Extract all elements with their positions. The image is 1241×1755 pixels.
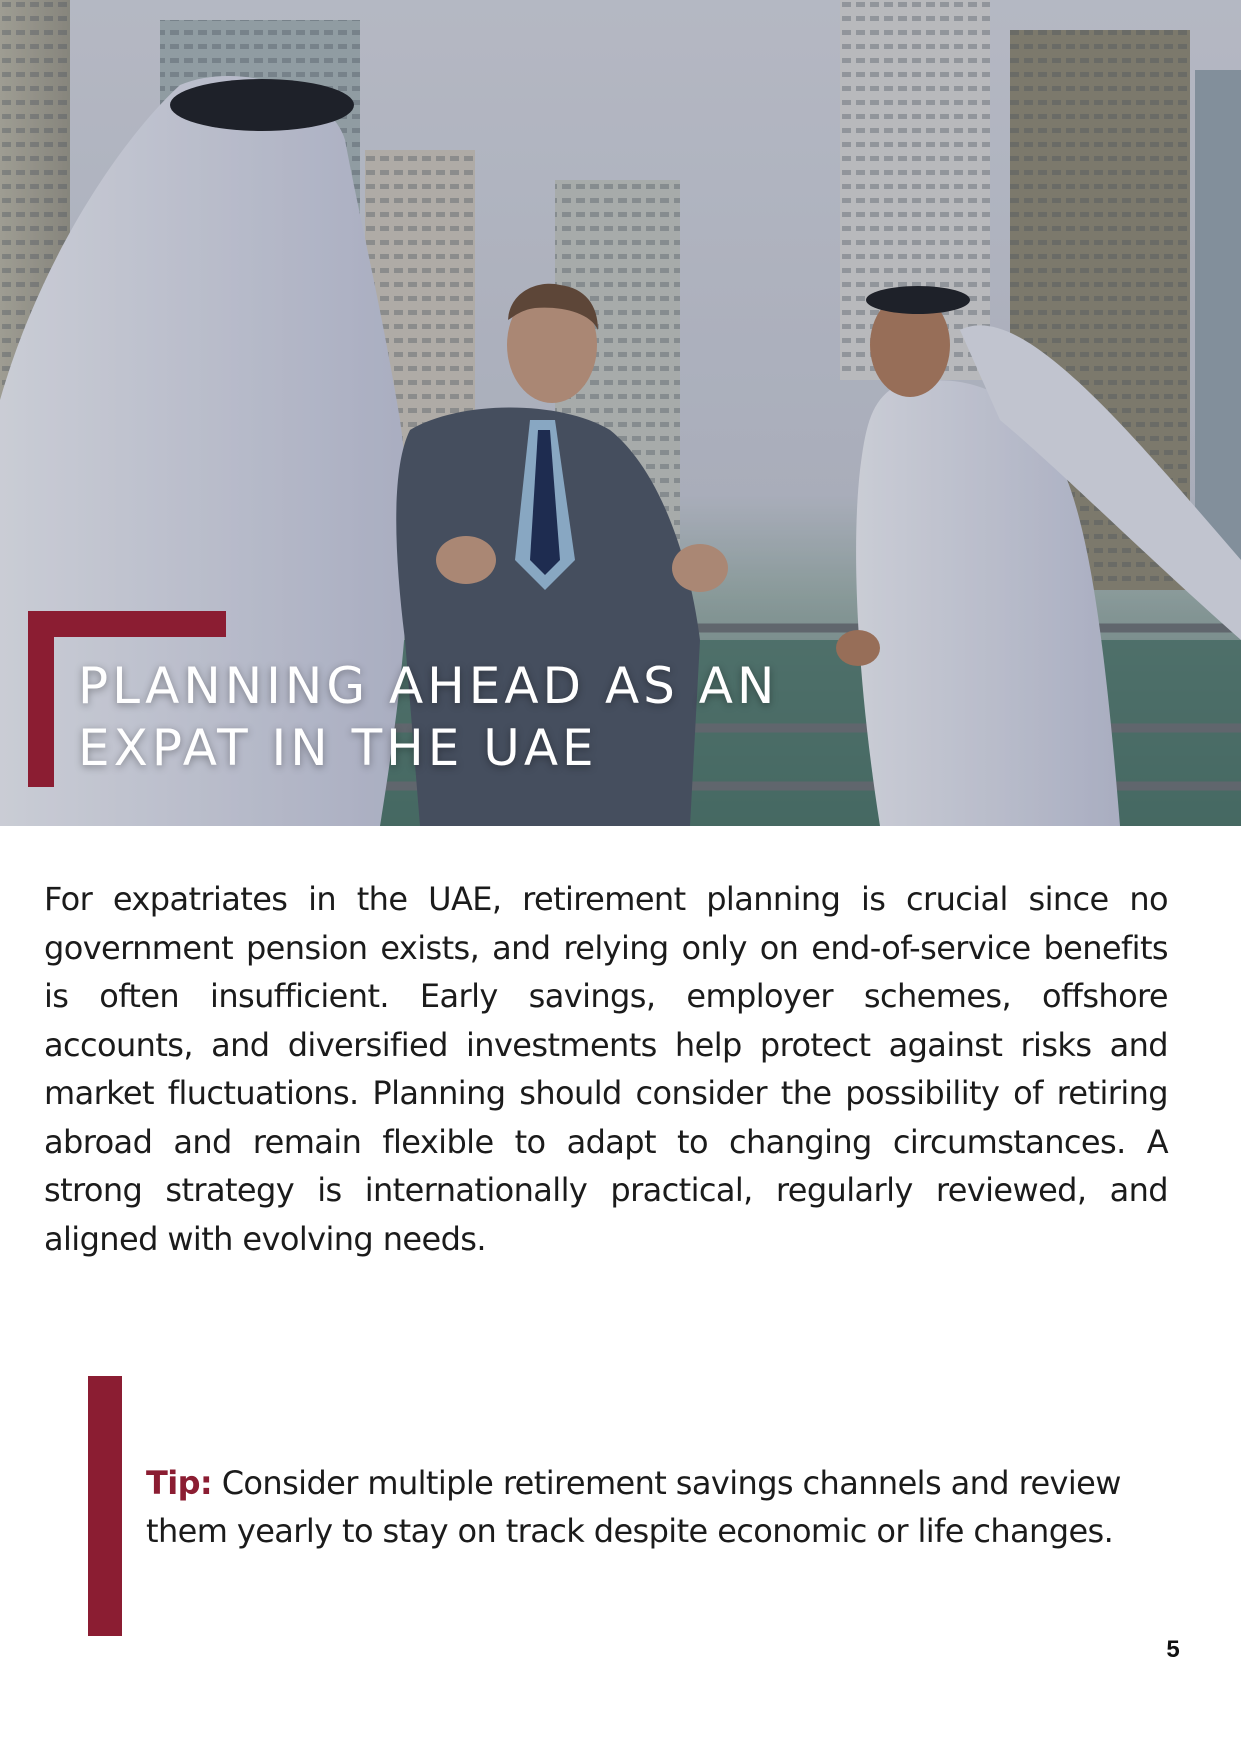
tip-body: Consider multiple retirement savings channels and review them yearly to stay on track despite economic or life changes. <box>146 1464 1121 1550</box>
hero-image <box>0 0 1241 826</box>
tip-label: Tip: <box>146 1464 213 1502</box>
page-number: 5 <box>1166 1636 1180 1663</box>
page-title: PLANNING AHEAD AS AN EXPAT IN THE UAE <box>78 657 779 777</box>
intro-paragraph: For expatriates in the UAE, retirement planning is crucial since no government pension exists, and relying only on end-of-service benefits is often insufficient. Early savings, employer schemes, offshore accounts, and diversified investments help protect against risks and market fluctuations. Planning should consider the possibility of retiring abroad and remain flexible to adapt to changing circumstances. A strong strategy is internationally practical, regularly reviewed, and aligned with evolving needs. <box>44 880 1168 1258</box>
tip-callout <box>146 1459 1136 1555</box>
tip-accent-bar <box>88 1376 122 1636</box>
